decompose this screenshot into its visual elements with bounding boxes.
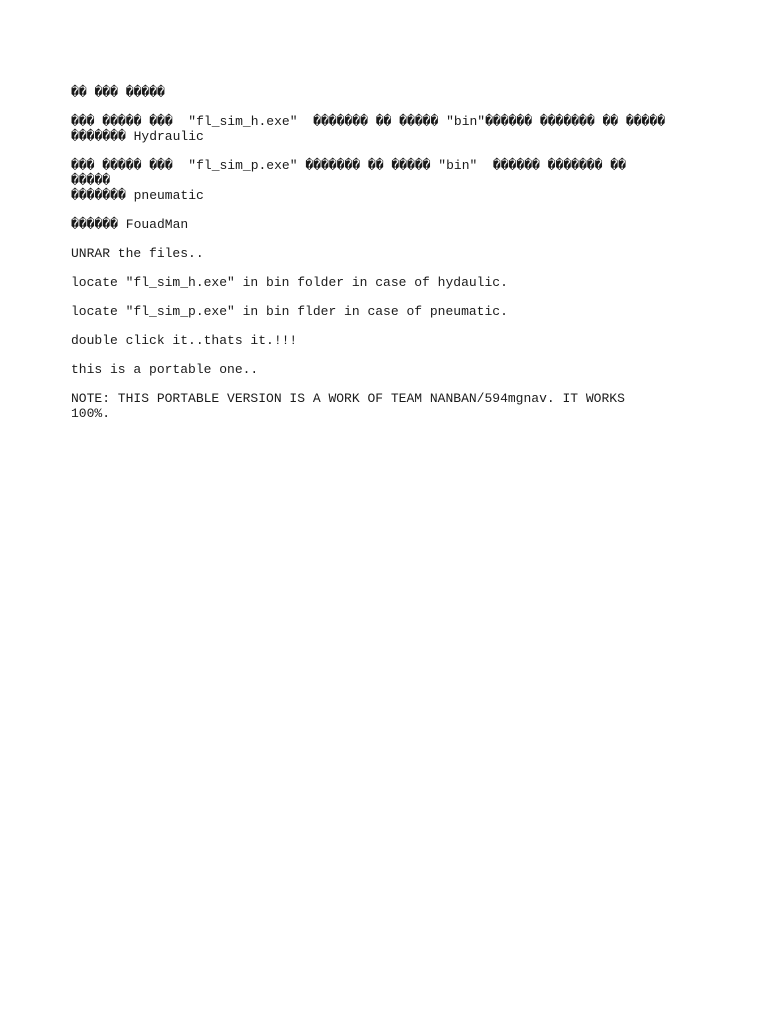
locate-pneumatic-instruction: locate "fl_sim_p.exe" in bin flder in case of pneumatic. — [71, 304, 508, 319]
portable-note: this is a portable one.. — [71, 362, 259, 377]
unrar-instruction: UNRAR the files.. — [71, 246, 204, 261]
author-line: ������ FouadMan — [71, 217, 189, 232]
team-note: NOTE: THIS PORTABLE VERSION IS A WORK OF TEAM NANBAN/594mgnav. IT WORKS 100%. — [71, 391, 633, 421]
garbled-heading-line: �� ��� ����� — [71, 85, 165, 100]
hydraulic-instruction-garbled: ��� ����� ��� "fl_sim_h.exe" ������� �� ����� "bin"������ ������� �� ����� ������� Hydraulic — [71, 114, 666, 144]
double-click-instruction: double click it..thats it.!!! — [71, 333, 298, 348]
pneumatic-instruction-garbled: ��� ����� ��� "fl_sim_p.exe" ������� �� ����� "bin" ������ ������� �� ����� ������� pneumatic — [71, 158, 626, 203]
document-page — [71, 85, 671, 435]
locate-hydraulic-instruction: locate "fl_sim_h.exe" in bin folder in case of hydaulic. — [71, 275, 508, 290]
